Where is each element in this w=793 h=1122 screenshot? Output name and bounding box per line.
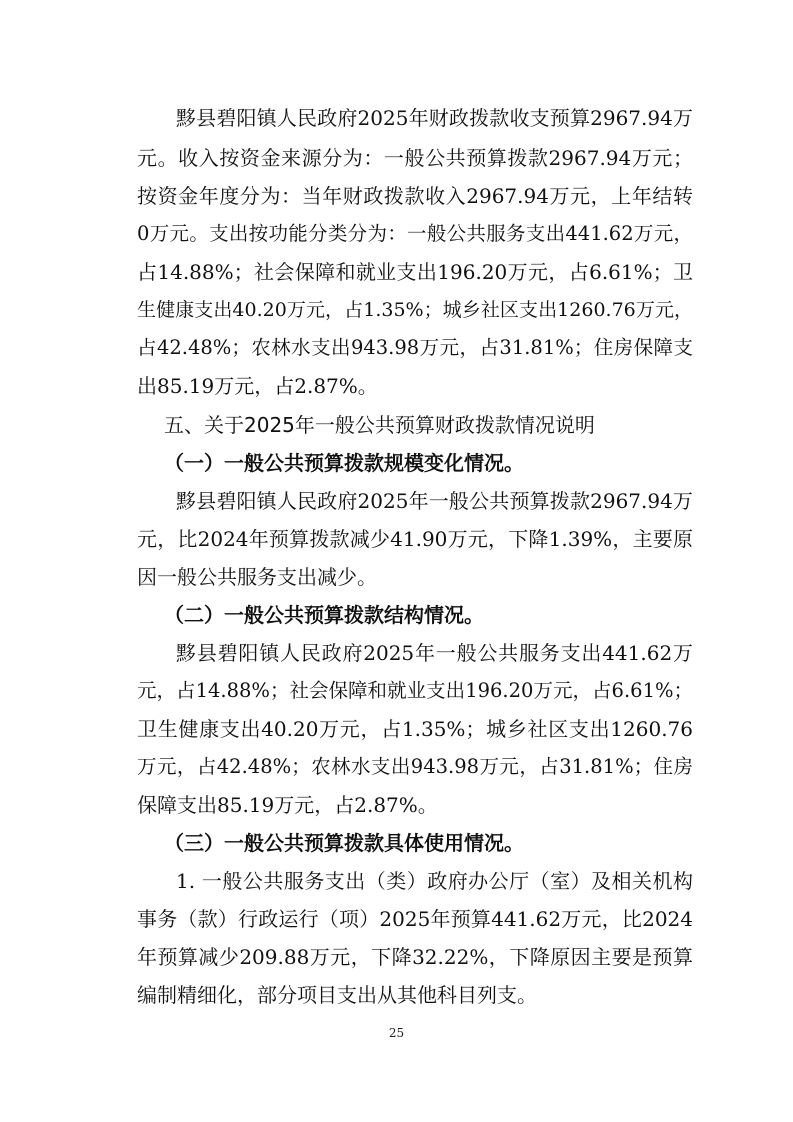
paragraph-line: 万元，占42.48%；农林水支出943.98万元，占31.81%；住房	[137, 755, 693, 778]
paragraph-line: 元，占14.88%；社会保障和就业支出196.20万元，占6.61%；	[137, 679, 693, 702]
paragraph-line: 黟县碧阳镇人民政府2025年财政拨款收支预算2967.94万	[176, 106, 693, 130]
paragraph-line: 事务（款）行政运行（项）2025年预算441.62万元，比2024	[137, 907, 693, 931]
paragraph-line: 占14.88%；社会保障和就业支出196.20万元，占6.61%；卫	[137, 260, 693, 284]
paragraph-line: 保障支出85.19万元，占2.87%。	[137, 793, 438, 817]
paragraph-line: 编制精细化，部分项目支出从其他科目列支。	[137, 983, 537, 1007]
paragraph-line: 按资金年度分为：当年财政拨款收入2967.94万元，上年结转	[137, 184, 693, 208]
paragraph-line: 黟县碧阳镇人民政府2025年一般公共服务支出441.62万	[176, 641, 693, 665]
paragraph-line: 0万元。支出按功能分类分为：一般公共服务支出441.62万元，	[137, 222, 693, 245]
paragraph-line: 元，比2024年预算拨款减少41.90万元，下降1.39%，主要原	[137, 527, 693, 551]
paragraph-line: 因一般公共服务支出减少。	[137, 565, 377, 589]
paragraph-line: 占42.48%；农林水支出943.98万元，占31.81%；住房保障支	[137, 336, 693, 359]
paragraph-line: 年预算减少209.88万元，下降32.22%，下降原因主要是预算	[137, 945, 693, 969]
paragraph-line: 生健康支出40.20万元，占1.35%；城乡社区支出1260.76万元，	[137, 299, 693, 321]
paragraph-line: 1. 一般公共服务支出（类）政府办公厅（室）及相关机构	[176, 869, 693, 893]
paragraph-line: 出85.19万元，占2.87%。	[137, 374, 378, 398]
paragraph-line: 黟县碧阳镇人民政府2025年一般公共预算拨款2967.94万	[176, 489, 693, 513]
paragraph-line: 卫生健康支出40.20万元，占1.35%；城乡社区支出1260.76	[137, 717, 693, 741]
subsection-heading: （一）一般公共预算拨款规模变化情况。	[164, 451, 524, 475]
section-heading: 五、关于2025年一般公共预算财政拨款情况说明	[164, 413, 595, 437]
page-number: 25	[388, 1026, 405, 1040]
subsection-heading: （二）一般公共预算拨款结构情况。	[164, 603, 484, 627]
subsection-heading: （三）一般公共预算拨款具体使用情况。	[164, 831, 524, 855]
paragraph-line: 元。收入按资金来源分为：一般公共预算拨款2967.94万元；	[137, 146, 693, 170]
